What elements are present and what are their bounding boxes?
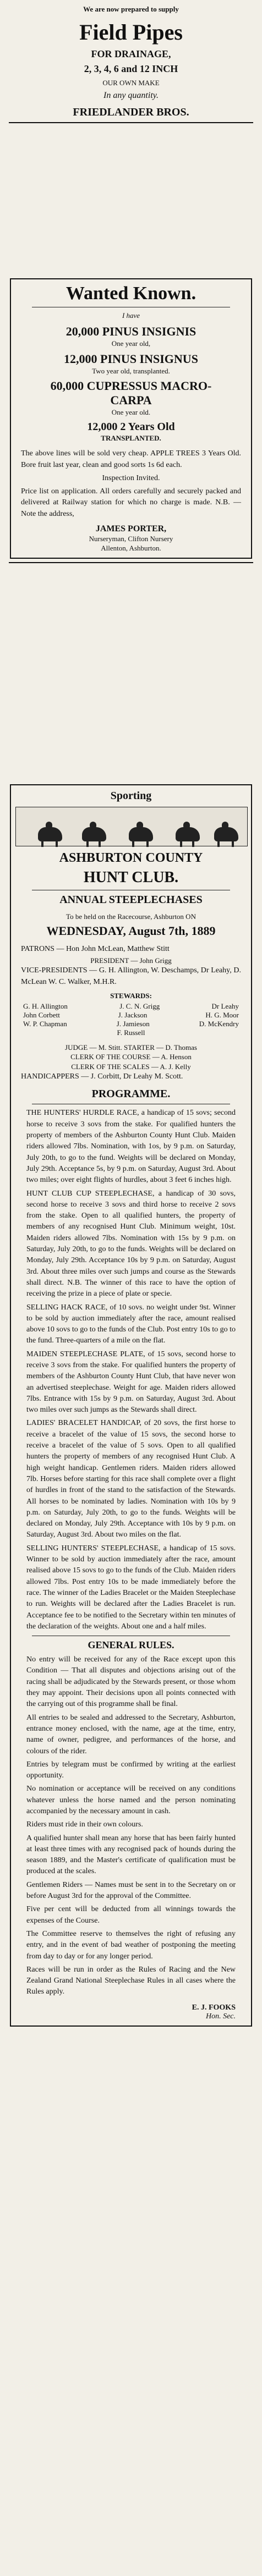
hunt-club-box bbox=[10, 784, 252, 2027]
rule: No entry will be received for any of the Race except upon this Condition — That all disputes and objections arising out of the racing shall be adjudicated by the Stewards present, or those whom they may appoint. Their decisions upon all points connected with the carrying out of this programme shall be final. bbox=[26, 1655, 236, 1709]
club-title-3: ANNUAL STEEPLECHASES bbox=[59, 894, 203, 906]
divider bbox=[9, 562, 253, 563]
vice-presidents: VICE-PRESIDENTS — G. H. Allington, W. Deschamps, Dr Leahy, D. McLean W. C. Walker, M.H.R. bbox=[21, 966, 241, 986]
judge-starter: JUDGE — M. Stitt. STARTER — D. Thomas bbox=[65, 1043, 197, 1052]
race: SELLING HUNTERS' STEEPLECHASE, a handicap of 15 sovs. Winner to be sold by auction immediately after the race, amount realised above 15 sovs to go to the funds of the Club. Maiden riders allowed 7lbs. Post entry 10s to be made immediately before the race. The winner of the Ladies Bracelet or the Maiden Steeplechase to run. Weights will be declared after the Ladies Bracelet is run. Acceptance fee to be notified to the Secretary within ten minutes of the declaration of the weights. About one and a half miles. bbox=[26, 1544, 236, 1631]
ad1-headline: Field Pipes bbox=[79, 19, 183, 45]
rule: The Committee reserve to themselves the right of refusing any entry, and in the event of bad weather of postponing the meeting from day to day or for any longer period. bbox=[26, 1929, 236, 1961]
steward: J. Jackson bbox=[118, 1010, 148, 1019]
ad2-line-5: CARPA bbox=[110, 393, 152, 408]
steward: H. G. Moor bbox=[205, 1010, 239, 1019]
steward: J. Jamieson bbox=[116, 1019, 150, 1028]
ad1-sign: FRIEDLANDER BROS. bbox=[73, 106, 189, 119]
rule: Races will be run in order as the Rules of Racing and the New Zealand Grand National Steeplechase Rules in all cases where the Rules apply. bbox=[26, 1965, 236, 1996]
rule: All entries to be sealed and addressed to the Secretary, Ashburton, entrance money enclosed, with the name, age at the time, entry, name of owner, pedigree, and performances of the horse, and colours of the rider. bbox=[26, 1713, 236, 1755]
president: PRESIDENT — John Grigg bbox=[90, 956, 172, 965]
handicappers: HANDICAPPERS — J. Corbitt, Dr Leahy M. Scott. bbox=[21, 1072, 183, 1081]
ad2-line-6: One year old. bbox=[111, 408, 151, 417]
steward: J. C. N. Grigg bbox=[119, 1001, 160, 1010]
ad1-subhead: FOR DRAINAGE, bbox=[91, 48, 171, 59]
ad2-line-8: TRANSPLANTED. bbox=[101, 433, 161, 442]
programme-heading: PROGRAMME. bbox=[91, 1088, 171, 1100]
steward: D. McKendry bbox=[199, 1019, 239, 1028]
ad2-paragraph-2: Price list on application. All orders carefully and securely packed and delivered at Railway station for which no charge is made. N.B. — Note the address, bbox=[21, 487, 241, 518]
rule: Gentlemen Riders — Names must be sent in to the Secretary on or before August 3rd for the approval of the Committee. bbox=[26, 1880, 236, 1901]
club-title-2: HUNT CLUB. bbox=[83, 869, 179, 886]
steward: Dr Leahy bbox=[211, 1001, 239, 1010]
ad2-line-7: 12,000 2 Years Old bbox=[87, 420, 175, 433]
divider bbox=[9, 122, 253, 123]
stewards-row bbox=[15, 1002, 247, 1011]
ad2-line-2: 12,000 PINUS INSIGNUS bbox=[64, 351, 198, 366]
ad1-make: OUR OWN MAKE bbox=[102, 78, 160, 87]
ad2-sign-3: Allenton, Ashburton. bbox=[101, 544, 161, 553]
race: LADIES' BRACELET HANDICAP, of 20 sovs, the first horse to receive a bracelet of the value of 15 sovs, the second horse to receive a bracelet of the value of 5 sovs. Open to all qualified hunters the property of members of any recognised Hunt Club. A high weight handicap. Gentlemen riders. Maiden riders allowed 7lb. Horses before starting for this race shall complete over a flight of hurdles in front of the stand to the satisfaction of the Stewards. All horses to be nominated by ladies. Nomination with 10s by 9 p.m. on Saturday, July 20th, to go to the funds. Weights will be declared on Monday, July 29th. Acceptance with 10s by 9 p.m. on Saturday, August 3rd. About two miles on the flat. bbox=[26, 1419, 236, 1539]
ad2-sign-2: Nurseryman, Clifton Nursery bbox=[89, 534, 173, 543]
ad2-headline: Wanted Known. bbox=[66, 283, 197, 304]
ad2-line-1: One year old, bbox=[111, 339, 151, 348]
stewards-row bbox=[15, 1028, 247, 1037]
rule: No nomination or acceptance will be received on any conditions whatever unless the horse named and the person nominating accompanied by the necessary amount in cash. bbox=[26, 1785, 236, 1815]
stewards-row bbox=[15, 1020, 247, 1028]
stewards-row bbox=[15, 1011, 247, 1020]
steward: F. Russell bbox=[117, 1028, 145, 1037]
ad2-line-0: 20,000 PINUS INSIGNIS bbox=[66, 324, 197, 339]
race: SELLING HACK RACE, of 10 sovs. no weight under 9st. Winner to be sold by auction immediately after the race, amount realised above 10 sovs to go to the funds of the Club. Post entry 10s to go to the fund. Three-quarters of a mile on the flat. bbox=[26, 1303, 236, 1345]
ad2-line-4: 60,000 CUPRESSUS MACRO- bbox=[50, 379, 212, 393]
ad2-sign-1: JAMES PORTER, bbox=[95, 524, 167, 533]
friedlander-ad bbox=[4, 4, 258, 126]
race: MAIDEN STEEPLECHASE PLATE, of 15 sovs, second horse to receive 3 sovs from the stake. For qualified hunters the property of members of the Ashburton County Hunt Club, that have never won an advertised steeplechase. Weight for age. Maiden riders allowed 7lbs. Entrance with 15s by 9 p.m. on Saturday, August 3rd. About two miles over such jumps as the Stewards shall direct. bbox=[26, 1350, 236, 1414]
signature-name: E. J. FOOKS bbox=[192, 2003, 236, 2012]
general-rules-heading: GENERAL RULES. bbox=[88, 1639, 174, 1651]
patrons: PATRONS — Hon John McLean, Matthew Stitt bbox=[21, 944, 170, 953]
steward: John Corbett bbox=[23, 1010, 60, 1019]
steward: G. H. Allington bbox=[23, 1001, 68, 1010]
porter-ad-box bbox=[10, 278, 252, 559]
race: HUNT CLUB CUP STEEPLECHASE, a handicap of 30 sovs, second horse to receive 3 sovs and third horse to receive 2 sovs from the stake. Open to all qualified hunters, the property of members of any recognised Hunt Club. Minimum weight, 10st. Maiden riders allowed 7lbs. Nomination with 15s by 9 p.m. on Saturday, July 20th, to go to the funds. Weights will be declared on Monday, July 29th. Acceptance 10s by 9 p.m. on Saturday, August 3rd. About three miles over such jumps and course as the Stewards shall direct. N.B. The winner of this race to have the option of receiving the prize in a piece of plate or specie. bbox=[26, 1189, 236, 1298]
ad1-qty: In any quantity. bbox=[103, 91, 159, 101]
steward: W. P. Chapman bbox=[23, 1019, 67, 1028]
race-list bbox=[15, 1108, 247, 1632]
rule: Riders must ride in their own colours. bbox=[26, 1820, 143, 1829]
ad1-lead: We are now prepared to supply bbox=[83, 5, 179, 13]
spacer bbox=[15, 443, 247, 448]
rules-list bbox=[15, 1654, 247, 1998]
meeting-date: WEDNESDAY, August 7th, 1889 bbox=[46, 923, 216, 938]
clerk-course: CLERK OF THE COURSE — A. Henson bbox=[70, 1053, 192, 1061]
rule: Five per cent will be deducted from all winnings towards the expenses of the Course. bbox=[26, 1905, 236, 1925]
stewards-heading: STEWARDS: bbox=[110, 991, 152, 1000]
spacer bbox=[15, 938, 247, 944]
meeting-held: To be held on the Racecourse, Ashburton ON bbox=[66, 912, 196, 921]
spacer bbox=[15, 1037, 247, 1043]
porter-ad bbox=[4, 275, 258, 566]
clerk-scales: CLERK OF THE SCALES — A. J. Kelly bbox=[71, 1062, 191, 1071]
ad2-paragraph: The above lines will be sold very cheap. APPLE TREES 3 Years Old. Bore fruit last year, clean and good sorts 1s 6d each. bbox=[21, 449, 241, 469]
ad2-inspection: Inspection Invited. bbox=[102, 474, 160, 483]
steeplechase-illustration bbox=[15, 807, 248, 846]
race: THE HUNTERS' HURDLE RACE, a handicap of 15 sovs; second horse to receive 3 sovs from the stake. For qualified hunters the property of members of the Ashburton County Hunt Club. Maiden riders allowed 7lbs. Nomination, with 1os, by 9 p.m. on Saturday, July 20th, to go to the fund. Weights will be declared on Monday, July 29th. Acceptance 5s, by 9 p.m. on Saturday, August 3rd. About two miles; over eight flights of hurdles, about 3 feet 6 inches high. bbox=[26, 1109, 236, 1185]
sporting-label: Sporting bbox=[110, 790, 152, 802]
ad2-lead: I have bbox=[122, 311, 140, 320]
rule: Entries by telegram must be confirmed by writing at the earliest opportunity. bbox=[26, 1760, 236, 1780]
ad1-sizes: 2, 3, 4, 6 and 12 INCH bbox=[84, 63, 178, 74]
hunt-club-ad bbox=[4, 781, 258, 2030]
club-title-1: ASHBURTON COUNTY bbox=[59, 851, 203, 865]
rule: A qualified hunter shall mean any horse that has been fairly hunted at least three times with any recognised pack of hounds during the season 1889, and the Master's certificate of qualification must be produced at the scales. bbox=[26, 1834, 236, 1876]
signature-title: Hon. Sec. bbox=[205, 2012, 236, 2021]
ad2-line-3: Two year old, transplanted. bbox=[92, 366, 170, 375]
